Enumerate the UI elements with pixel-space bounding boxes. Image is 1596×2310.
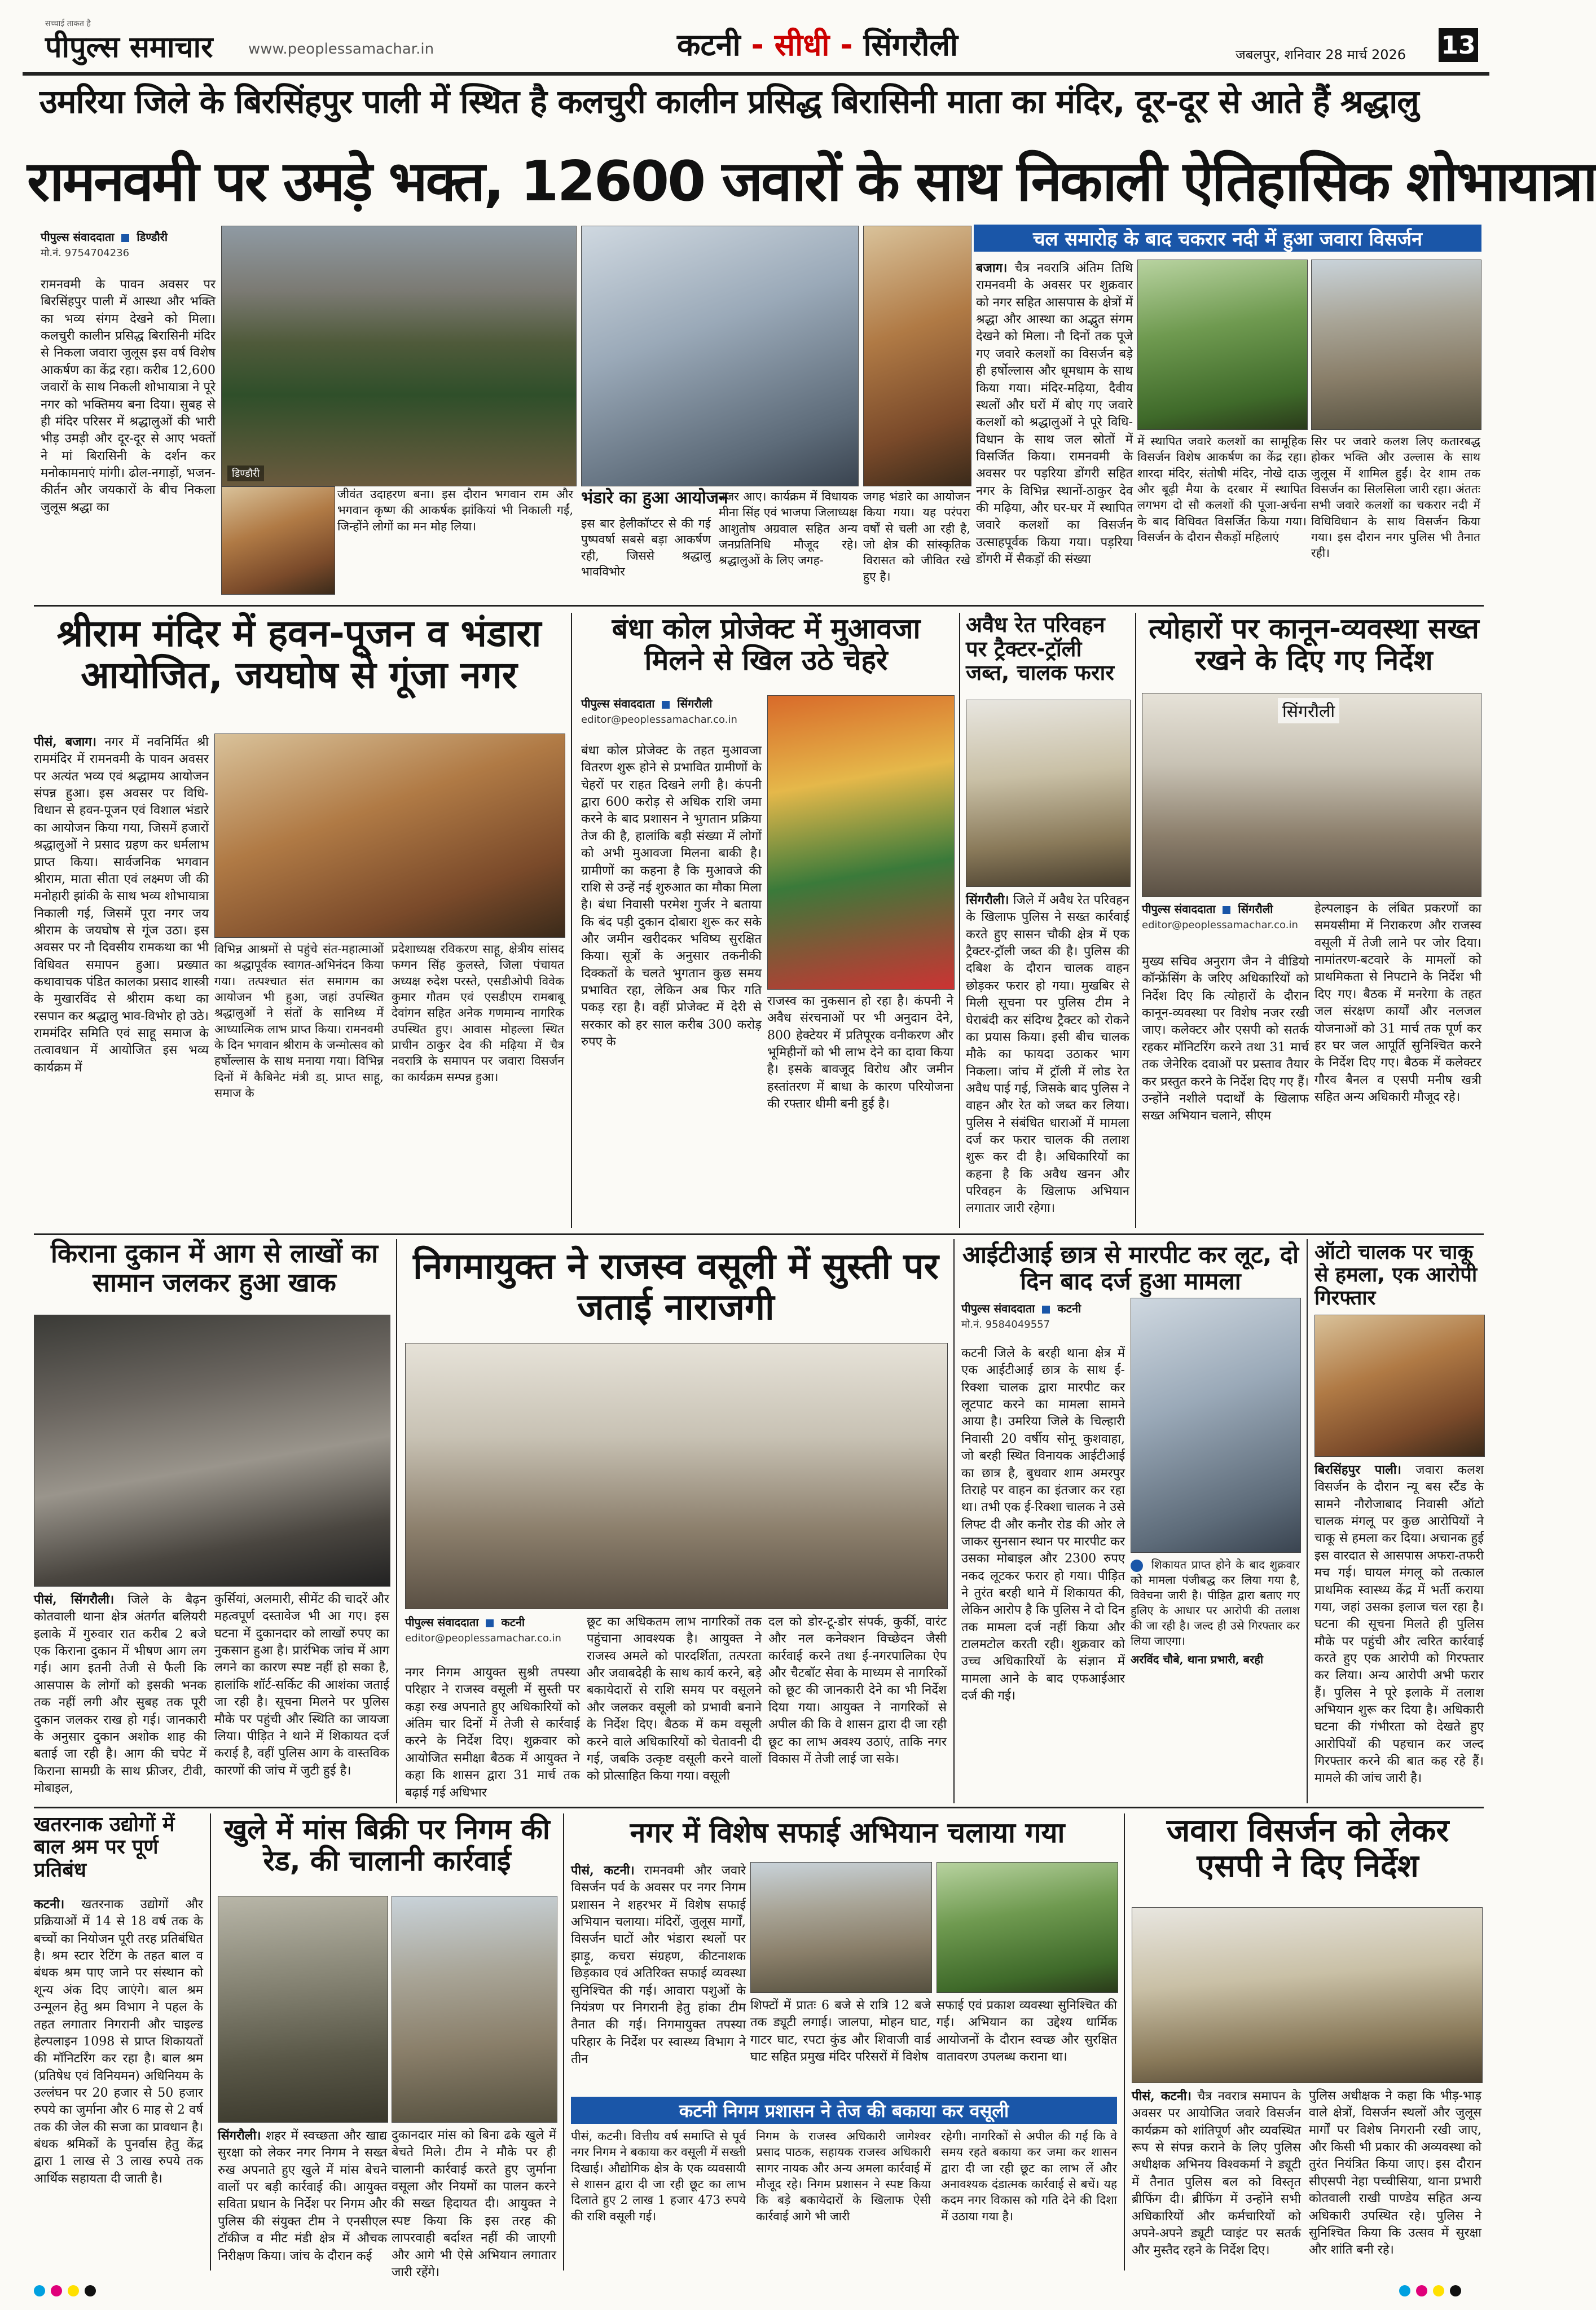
col-rule-5: [953, 1239, 955, 1803]
meat-body: [218, 2127, 387, 2268]
iti-headline: आईटीआई छात्र से मारपीट कर लूट, दो दिन बाद दर्ज हुआ मामला: [962, 1241, 1299, 1295]
rule-row-2: [34, 1233, 1484, 1235]
col-rule-6: [1307, 1239, 1308, 1803]
safai-text: रामनवमी और जवारे विसर्जन पर्व के अवसर पर नगर निगम प्रशासन ने शहरभर में विशेष सफाई अभियान चलाया। मंदिरों, जुलूस मार्गों, विसर्जन घाटों और भंडारा स्थलों पर झाड़ू, कचरा संग्रहण, कीटनाशक छिड़काव एवं अतिरिक्त सफाई व्यवस्था सुनिश्चित की गई। आवारा पशुओं के नियंत्रण पर निगरानी हेतु हांका टीम तैनात की गई। निगमायुक्त तपस्या परिहार के निर्देश पर स्वास्थ्य विभाग ने तीन: [571, 1864, 746, 2066]
lead-photo-tableau: [581, 226, 859, 486]
tyohar-photo-meeting: [1142, 693, 1481, 897]
kirana-photo-fire: [34, 1315, 390, 1587]
safai-place: पीसं, कटनी।: [571, 1863, 635, 1878]
sp-place: पीसं, कटनी।: [1132, 2089, 1191, 2103]
iti-photo-victim: [1131, 1298, 1301, 1553]
safai-body-2: शिफ्टों में प्रातः 6 बजे से रात्रि 12 बजे तक ड्यूटी लगाई। जालपा, मोहन घाट, गाटर घाट, रपटा कुंड और शिवाजी वार्ड घाट सहित प्रमुख मंदिर परिसरों में विशेष: [750, 1999, 931, 2065]
lead-photo-procession: [221, 486, 335, 595]
bhandara-subhead: भंडारे का हुआ आयोजन: [581, 488, 728, 508]
jawara-caption-a: में स्थापित जवारे कलशों का सामूहिक विसर्जन विशेष आकर्षण का केंद्र रहा। शारदा मंदिर, संतोषी मंदिर, नोखे दाऊ और बूढ़ी मैया के दरबार में स्थापित लगभग दो सौ कलशों की पूजा-अर्चना के बाद विधिवत विसर्जित किया गया। विसर्जन के दौरान सैकड़ों महिलाएं: [1137, 434, 1307, 544]
byline-email[interactable]: editor@peoplessamachar.co.in: [581, 714, 737, 726]
meat-photo-right: [392, 1896, 557, 2123]
nigam-headline: निगमायुक्त ने राजस्व वसूली में सुस्ती पर जताई नाराजगी: [413, 1246, 939, 1328]
meat-photo-left: [218, 1896, 388, 2123]
lead-headline: रामनवमी पर उमड़े भक्त, 12600 जवारों के साथ निकाली ऐतिहासिक शोभायात्रा: [27, 150, 1596, 214]
tyohar-byline: [1142, 901, 1311, 933]
vasuli-col-1: पीसं, कटनी। वित्तीय वर्ष समाप्ति से पूर्व नगर निगम ने बकाया कर वसूली में सख्ती दिखाई। औद्योगिक क्षेत्र के एक व्यवसायी से शासन द्वारा दी जा रही छूट का लाभ दिलाते हुए 2 लाख 1 हजार 473 रुपये की राशि वसूली गई।: [571, 2129, 746, 2223]
col-rule-7: [210, 1813, 211, 2271]
meat-place: सिंगरौली।: [218, 2128, 261, 2143]
avaidh-headline: अवैध रेत परिवहन पर ट्रैक्टर-ट्रॉली जब्त, चालक फरार: [966, 612, 1114, 686]
kirana-body-2: कुर्सियां, अलमारी, सीमेंट की चादरें और महत्वपूर्ण दस्तावेज भी आ गए। इस घटना में दुकानदार को लाखों रुपए का नुकसान हुआ है। प्रारंभिक जांच में आग लगने का कारण स्पष्ट नहीं हो सका है, हालांकि शॉर्ट-सर्किट की आशंका जताई जा रही है। सूचना मिलने पर पुलिस मौके पर पहुंची और स्थिति का जायजा लिया। पीड़ित ने थाने में शिकायत दर्ज कराई है, वहीं पुलिस आग के वास्तविक कारणों की जांच में जुटी हुई है।: [214, 1592, 389, 1778]
jawara-text: चैत्र नवरात्रि अंतिम तिथि रामनवमी के अवसर पर शुक्रवार को नगर सहित आसपास के क्षेत्रों में श्रद्धा और आस्था का अद्भुत संगम देखने को मिला। नौ दिनों तक पूजे गए जवारे कलशों का विसर्जन बड़े ही हर्षोल्लास और धूमधाम के साथ किया गया। मंदिर-मढ़िया, दैवीय स्थलों और घरों में बोए गए जवारे कलशों को श्रद्धालुओं ने पूरे विधि-विधान के साथ जल स्रोतों में विसर्जित किया। रामनवमी के अवसर पर पड़रिया डोंगरी सहित नगर के विभिन्न स्थानों-ठाकुर देव की मढ़िया, और घर-घर में स्थापित जवारे कलशों का विसर्जन उत्साहपूर्वक किया गया। पड़रिया डोंगरी में सैकड़ों की संख्या: [976, 261, 1133, 567]
section-singrauli: सिंगरौली: [863, 27, 958, 63]
col-rule-8: [563, 1813, 564, 2271]
iti-byline: [961, 1300, 1131, 1332]
byline-place: सिंगरौली: [677, 697, 713, 710]
byline-email[interactable]: editor@peoplessamachar.co.in: [1142, 919, 1298, 931]
nigam-photo-meeting: [405, 1343, 948, 1609]
nigam-body: नगर निगम आयुक्त सुश्री तपस्या परिहार ने राजस्व वसूली में सुस्ती पर कड़ा रुख अपनाते हुए अधिकारियों को अंतिम चार दिनों में तेजी से कार्रवाई करने के निर्देश दिए। शुक्रवार को आयोजित समीक्षा बैठक में आयुक्त ने कहा कि शासन द्वारा 31 मार्च तक बढ़ाई गई अधिभार: [405, 1666, 580, 1800]
lead-photo-devotees: [863, 226, 971, 486]
section-katni: कटनी: [677, 27, 741, 63]
dateline: जबलपुर, शनिवार 28 मार्च 2026: [1236, 47, 1406, 63]
rule-row-1: [34, 605, 1484, 607]
col-rule-1: [571, 613, 572, 1228]
section-sep-1: -: [751, 27, 764, 63]
vasuli-band: कटनी निगम प्रशासन ने तेज की बकाया कर वसूली: [571, 2097, 1117, 2124]
byline-name: पीपुल्स संवाददाता: [405, 1615, 479, 1629]
shriram-text: नगर में नवनिर्मित श्री राममंदिर में रामनवमी के पावन अवसर पर अत्यंत भव्य एवं श्रद्धामय आयोजन संपन्न हुआ। इस अवसर पर विधि-विधान से हवन-पूजन एवं विशाल भंडारे का आयोजन किया गया, जिसमें हजारों श्रद्धालुओं ने प्रसाद ग्रहण कर धर्मलाभ प्राप्त किया। सार्वजनिक भगवान श्रीराम, माता सीता एवं लक्ष्मण जी की मनोहारी झांकी के साथ भव्य शोभायात्रा निकाली गई, जिसमें पूरा नगर जय श्रीराम के जयघोष से गूंज उठा। इस अवसर पर नौ दिवसीय रामकथा का भी विधिवत समापन हुआ। प्रख्यात कथावाचक पंडित कालका प्रसाद शास्त्री के मुखारविंद से श्रीराम कथा का रसपान कर श्रद्धालु भाव-विभोर हो उठे। राममंदिर समिति एवं साहू समाज के तत्वावधान में आयोजित इस भव्य कार्यक्रम में: [34, 735, 209, 1075]
nigam-byline: [405, 1614, 586, 1646]
avaidh-place: सिंगरौली।: [966, 893, 1009, 907]
jawara-photo-women: [1137, 260, 1308, 430]
logo-tagline: सच्चाई ताकत है: [45, 19, 91, 28]
kirana-headline: किराना दुकान में आग से लाखों का सामान जलकर हुआ खाक: [50, 1238, 379, 1298]
bandha-body-2: राजस्व का नुकसान हो रहा है। कंपनी ने अवैध संरचनाओं पर भी अनुदान देने, 800 हेक्टेयर में प्रतिपूरक वनीकरण और भूमिहीनों को भी लाभ देने का दावा किया है। इसके बावजूद विरोध और जमीन हस्तांतरण में बाधा के कारण परियोजना की रफ्तार धीमी बनी हुई है।: [767, 994, 953, 1112]
sp-body-2: पुलिस अधीक्षक ने कहा कि भीड़-भाड़ वाले क्षेत्रों, विसर्जन स्थलों और जुलूस मार्गों पर विशेष निगरानी रखी जाए, और किसी भी प्रकार की अव्यवस्था को तुरंत नियंत्रित किया जाए। इस दौरान सीएसपी नेहा पच्चीसिया, थाना प्रभारी कोतवाली राखी पाण्डेय सहित अन्य अधिकारी उपस्थित रहे। पुलिस ने सुनिश्चित किया कि उत्सव में सुरक्षा और शांति बनी रहे।: [1309, 2089, 1481, 2258]
masthead-rule: [23, 72, 1489, 76]
color-registration-right: [1399, 2285, 1489, 2296]
tyohar-headline: त्योहारों पर कानून-व्यवस्था सख्त रखने के दिए गए निर्देश: [1149, 612, 1479, 677]
byline-name: पीपुल्स संवाददाता: [1142, 902, 1216, 916]
byline-mobile: मो.नं. 9754704236: [41, 247, 130, 259]
auto-photo-injured: [1314, 1315, 1485, 1457]
safai-body-3: सफाई एवं प्रकाश व्यवस्था सुनिश्चित की गई। अभियान का उद्देश्य धार्मिक आयोजनों के दौरान स्वच्छ और सुरक्षित वातावरण उपलब्ध कराना था।: [937, 1999, 1117, 2065]
dot-icon: [1223, 906, 1230, 914]
shriram-photo-bhandara: [214, 734, 565, 938]
vasuli-col-3: रहेगी। नागरिकों से अपील की गई कि वे समय रहते बकाया कर जमा कर शासन द्वारा दी जा रही छूट का लाभ लें और अनावश्यक दंडात्मक कार्रवाई से बचें। यह कदम नगर विकास को गति देने की दिशा में उठाया गया है।: [941, 2129, 1117, 2223]
nigam-body-3: दल को डोर-टू-डोर संपर्क, कुर्की, वारंट और नल कनेक्शन विच्छेदन जैसी कार्रवाई करने तथा ई-नगरपालिका ऐप और चैटबॉट सेवा के माध्यम से नागरिकों को छूट की जानकारी देने का भी निर्देश दिया गया। आयुक्त ने नागरिकों से अपील की कि वे शासन द्वारा दी जा रही छूट का लाभ अवश्य उठाएं, ताकि नगर विकास में तेजी लाई जा सके।: [768, 1615, 947, 1766]
shriram-caption-b: प्रदेशाध्यक्ष रविकरण साहू, क्षेत्रीय सांसद फग्गन सिंह कुलस्ते, जिला पंचायत अध्यक्ष रुदेश परस्ते, एसडीओपी विवेक कुमार गौतम एवं एसडीएम रामबाबू देवांगन सहित अनेक गणमान्य नागरिक उपस्थित हुए। आवास मोहल्ला स्थित प्राचीन ठाकुर देव की मढ़िया में चैत्र नवरात्रि के समापन पर जवारा विसर्जन का कार्यक्रम सम्पन्न हुआ।: [392, 942, 564, 1084]
bandha-body: बंधा कोल प्रोजेक्ट के तहत मुआवजा वितरण शुरू होने से प्रभावित ग्रामीणों के चेहरों पर राहत दिखने लगी है। कंपनी द्वारा 600 करोड़ से अधिक राशि जमा करने के बाद प्रशासन ने भुगतान प्रक्रिया तेज की है, हालांकि बड़ी संख्या में लोगों को अभी मुआवजा मिलना बाकी है। ग्रामीणों का कहना है कि मुआवजे की राशि से उन्हें नई शुरुआत का मौका मिला है। बंधा निवासी परमेश गुर्जर ने बताया कि बंद पड़ी दुकान दोबारा शुरू कर सके और जमीन खरीदकर भविष्य सुरक्षित किया। सूत्रों के अनुसार तकनीकी दिक्कतों के चलते भुगतान कुछ समय प्रभावित रहा, लेकिन अब फिर गति पकड़ रहा है। वहीं प्रोजेक्ट में देरी से सरकार को हर साल करीब 300 करोड़ रुपए के: [581, 744, 762, 1049]
search-photo-icon: [1131, 1560, 1143, 1572]
color-registration-left: [34, 2285, 147, 2296]
safai-headline: नगर में विशेष सफाई अभियान चलाया गया: [630, 1816, 1065, 1849]
kirana-text: जिले के बैढ़न कोतवाली थाना क्षेत्र अंतर्गत बलियरी इलाके में गुरुवार रात करीब 2 बजे एक किराना दुकान में भीषण आग लग गई। आग इतनी तेजी से फैली कि आसपास के लोगों को इसकी भनक तक नहीं लगी और सुबह तक पूरी दुकान जलकर राख हो गई। जानकारी के अनुसार दुकान अशोक शाह की बताई जा रही है। आग की चपेट में किराना सामग्री के साथ फ्रीजर, टीवी, मोबाइल,: [34, 1593, 206, 1795]
sp-body: [1132, 2088, 1301, 2268]
safai-photo-1: [750, 1862, 932, 1993]
iti-body: कटनी जिले के बरही थाना क्षेत्र में एक आईटीआई छात्र के साथ ई-रिक्शा चालक द्वारा मारपीट कर लूटपाट करने का मामला सामने आया है। उमरिया जिले के चिल्हारी निवासी 20 वर्षीय सोनू कुशवाहा, जो बरही स्थित विनायक आईटीआई का छात्र है, बुधवार शाम अमरपुर तिराहे पर वाहन का इंतजार कर रहा था। तभी एक ई-रिक्शा चालक ने उसे लिफ्ट दी और कनौर रोड की ओर ले जाकर सुनसान स्थान पर मारपीट कर उसका मोबाइल और 2300 रुपए नकद लूटकर फरार हो गया। पीड़ित ने तुरंत बरही थाने में शिकायत की, लेकिन आरोप है कि पुलिस ने दो दिन तक मामला दर्ज नहीं किया और टालमटोल करती रही। शुक्रवार को उच्च अधिकारियों के संज्ञान में मामला आने के बाद एफआईआर दर्ज की गई।: [961, 1346, 1125, 1703]
jawara-place: बजाग।: [976, 261, 1008, 275]
meat-body-2: दुकानदार मांस को बिना ढके खुले में बेचते मिले। टीम ने मौके पर ही चालानी कार्रवाई करते हुए जुर्माना वसूला और नियमों का पालन करने की सख्त हिदायत दी। आयुक्त ने स्पष्ट किया कि इस तरह की लापरवाही बर्दाश्त नहीं की जाएगी और आगे भी ऐसे अभियान लगातार जारी रहेंगे।: [392, 2128, 556, 2280]
auto-place: बिरसिंहपुर पाली।: [1314, 1463, 1401, 1477]
byline-place: कटनी: [501, 1615, 525, 1629]
masthead: [23, 17, 1489, 68]
avaidh-body: [966, 891, 1129, 1226]
site-url[interactable]: www.peoplessamachar.in: [248, 41, 434, 58]
logo: पीपुल्स समाचार: [45, 30, 213, 64]
jawara-caption-b: सिर पर जवारे कलश लिए कतारबद्ध होकर भक्ति और उल्लास के साथ जुलूस में शामिल हुईं। देर शाम तक विसर्जन का सिलसिला जारी रहा। अंततः सभी जवारे कलशों का चकरार नदी में विधिविधान के साथ विसर्जन किया गया। इस दौरान नगर पुलिस भी तैनात रही।: [1311, 434, 1480, 560]
bal-place: कटनी।: [34, 1897, 65, 1912]
jawara-band: चल समारोह के बाद चकरार नदी में हुआ जवारा विसर्जन: [974, 225, 1481, 252]
safai-body: [571, 1862, 746, 2093]
shriram-body: [34, 734, 209, 1224]
lead-byline: [41, 229, 216, 261]
kicker-headline: उमरिया जिले के बिरसिंहपुर पाली में स्थित है कलचुरी कालीन प्रसिद्ध बिरासिनी माता का मंदिर, दूर-दूर से आते हैं श्रद्धालु: [39, 82, 1419, 121]
col-rule-9: [1124, 1813, 1125, 2271]
tyohar-body: मुख्य सचिव अनुराग जैन ने वीडियो कॉन्फ्रेंसिंग के जरिए अधिकारियों को निर्देश दिए कि त्योहारों के दौरान कानून-व्यवस्था पर विशेष नजर रखी जाए। कलेक्टर और एसपी को सतर्क रहकर मॉनिटरिंग करने तथा 31 मार्च तक जेनेरिक दवाओं पर प्रस्ताव तैयार कर प्रस्तुत करने के निर्देश दिए गए हैं। उन्होंने नशीले पदार्थों के खिलाफ सख्त अभियान चलाने, सीएम: [1142, 955, 1309, 1123]
nigam-body-2: छूट का अधिकतम लाभ नागरिकों तक पहुंचाना आवश्यक है। आयुक्त ने राजस्व अमले को पारदर्शिता, तत्परता और जवाबदेही के साथ कार्य करने, बड़े बकायेदारों से राशि समय पर वसूलने और जलकर वसूली को प्रभावी बनाने के निर्देश दिए। बैठक में कम वसूली करने वाले अधिकारियों को चेतावनी दी गई, जबकि उत्कृष्ट वसूली करने वालों को प्रोत्साहित किया गया। वसूली: [587, 1615, 762, 1784]
section-sidhi: सीधी: [774, 27, 830, 63]
shriram-caption-a: विभिन्न आश्रमों से पहुंचे संत-महात्माओं का श्रद्धापूर्वक स्वागत-अभिनंदन किया गया। तत्पश्चात संत समागम का आयोजन भी हुआ, जहां उपस्थित श्रद्धालुओं ने संतों के सानिध्य में आध्यात्मिक लाभ प्राप्त किया। रामनवमी के दिन भगवान श्रीराम के जन्मोत्सव को हर्षोल्लास के साथ मनाया गया। विभिन्न दिनों में कैबिनेट मंत्री डा्. प्राप्त साहू, समाज के: [214, 942, 384, 1100]
section-sep-2: -: [840, 27, 853, 63]
auto-body: [1314, 1461, 1484, 1800]
jawara-photo-procession: [1311, 260, 1481, 430]
byline-name: पीपुल्स संवाददाता: [961, 1302, 1035, 1315]
lead-photo-crowd: [221, 226, 577, 486]
tyohar-body-2: हेल्पलाइन के लंबित प्रकरणों का समयसीमा में निराकरण और राजस्व वसूली में तेजी लाने पर जोर दिया। नामांतरण-बटवारे के मामलों को प्राथमिकता से निपटाने के निर्देश भी दिए गए। बैठक में मनरेगा के तहत जल संरक्षण कार्यों और नलजल योजनाओं को 31 मार्च तक पूर्ण कर हर घर जल आपूर्ति सुनिश्चित करने के निर्देश दिए गए। बैठक में कलेक्टर गौरव बैनल व एसपी मनीष खत्री सहित अन्य अधिकारी मौजूद रहे।: [1314, 902, 1481, 1104]
rule-row-3: [34, 1807, 1484, 1808]
lead-body: रामनवमी के पावन अवसर पर बिरसिंहपुर पाली में आस्था और भक्ति का भव्य संगम देखने को मिला। कलचुरी कालीन प्रसिद्ध बिरासिनी मंदिर से निकला जवारा जुलूस इस वर्ष विशेष आकर्षण का केंद्र रहा। करीब 12,600 जवारों के साथ निकली शोभायात्रा ने पूरे नगर को भक्तिमय बना दिया। सुबह से ही मंदिर परिसर में श्रद्धालुओं की भारी भीड़ उमड़ी और दूर-दूर से आए भक्तों ने मां बिरासिनी के दर्शन कर मनोकामनाएं मांगी। ढोल-नगाड़ों, भजन-कीर्तन और जयकारों के बीच निकला जुलूस श्रद्धा का: [41, 278, 216, 515]
safai-photo-2: [937, 1862, 1118, 1993]
sp-headline: जवारा विसर्जन को लेकर एसपी ने दिए निर्देश: [1166, 1812, 1449, 1885]
screen-label: सिंगरौली: [1278, 698, 1339, 723]
lead-caption-3: नजर आए। कार्यक्रम में विधायक मीना सिंह एवं भाजपा जिलाध्यक्ष आशुतोष अग्रवाल सहित अन्य जनप्रतिनिधि मौजूद रहे। श्रद्धालुओं के लिए जगह-: [719, 490, 858, 568]
iti-photo-caption: [1131, 1557, 1300, 1800]
shriram-place: पीसं, बजाग।: [34, 735, 97, 749]
avaidh-photo-police: [966, 700, 1131, 887]
byline-email[interactable]: editor@peoplessamachar.co.in: [405, 1632, 561, 1644]
kirana-place: पीसं, सिंगरौली।: [34, 1592, 115, 1607]
lead-caption-4: जगह भंडारे का आयोजन किया गया। यह परंपरा वर्षों से चली आ रही है, जो क्षेत्र की सांस्कृतिक विरासत को जीवित रखे हुए है।: [863, 490, 970, 583]
byline-place: कटनी: [1057, 1302, 1081, 1315]
section-title: [677, 23, 958, 64]
meat-text: शहर में स्वच्छता और खाद्य सुरक्षा को लेकर नगर निगम ने सख्त रुख अपनाते हुए खुले में मांस बेचने वालों पर बड़ी कार्रवाई की। आयुक्त सविता प्रधान के निर्देश पर निगम और पुलिस की संयुक्त टीम ने एनसीएल टॉकीज व मीट मंडी क्षेत्र में औचक निरीक्षण किया। जांच के दौरान कई: [218, 2129, 388, 2263]
col-rule-3: [1135, 613, 1136, 1228]
bal-text: खतरनाक उद्योगों और प्रक्रियाओं में 14 से 18 वर्ष तक के बच्चों का नियोजन पूरी तरह प्रतिबंधित है। श्रम स्टार रेटिंग के तहत बाल व बंधक श्रम पाए जाने पर संस्थान को शून्य अंक दिए जाएंगे। बाल श्रम उन्मूलन हेतु श्रम विभाग ने पहल के तहत लगातार निगरानी और चाइल्ड हेल्पलाइन 1098 से प्राप्त शिकायतों की मॉनिटरिंग कर रहा है। बाल श्रम (प्रतिषेध एवं विनियमन) अधिनियम के उल्लंघन पर 20 हजार से 50 हजार रुपये का जुर्माना और 6 माह से 2 वर्ष तक की जेल की सजा का प्रावधान है। बंधक श्रमिकों के पुनर्वास हेतु केंद्र द्वारा 1 लाख से 3 लाख रुपये तक आर्थिक सहायता दी जाती है।: [34, 1898, 203, 2186]
byline-place: सिंगरौली: [1238, 902, 1273, 916]
dot-icon: [121, 234, 129, 242]
col-rule-2: [959, 613, 960, 1228]
shriram-headline: श्रीराम मंदिर में हवन-पूजन व भंडारा आयोजित, जयघोष से गूंजा नगर: [56, 612, 542, 697]
page-number: 13: [1439, 28, 1478, 62]
jawara-body: [976, 260, 1133, 598]
byline-name: पीपुल्स संवाददाता: [581, 697, 655, 710]
dot-icon: [1042, 1306, 1050, 1314]
vasuli-col-2: निगम के राजस्व अधिकारी जागेश्वर प्रसाद पाठक, सहायक राजस्व अधिकारी सागर नायक और अन्य अमला कार्रवाई में मौजूद रहे। निगम प्रशासन ने स्पष्ट किया कि बड़े बकायेदारों के खिलाफ ऐसी कार्रवाई आगे भी जारी: [756, 2129, 931, 2223]
dot-icon: [486, 1619, 494, 1627]
dot-icon: [662, 701, 670, 709]
quote-signature: अरविंद चौबे, थाना प्रभारी, बरही: [1131, 1653, 1264, 1666]
bandha-photo-shop: [767, 695, 955, 990]
bandha-headline: बंधा कोल प्रोजेक्ट में मुआवजा मिलने से खिल उठे चेहरे: [612, 612, 921, 677]
col-rule-4: [396, 1239, 397, 1803]
auto-text: जवारा कलश विसर्जन के दौरान न्यू बस स्टैंड के सामने नौरोजाबाद निवासी ऑटो चालक मंगलू पर कुछ आरोपियों ने चाकू से हमला कर दिया। अचानक हुई इस वारदात से आसपास अफरा-तफरी मच गई। घायल मंगलू को तत्काल प्राथमिक स्वास्थ्य केंद्र में भर्ती कराया गया, जहां उसका इलाज चल रहा है। घटना की सूचना मिलते ही पुलिस मौके पर पहुंची और त्वरित कार्रवाई करते हुए एक आरोपी को गिरफ्तार कर लिया। अन्य आरोपी अभी फरार हैं। पुलिस ने पूरे इलाके में तलाश अभियान शुरू कर दिया है। अधिकारी घटना की गंभीरता को देखते हुए आरोपियों की पहचान कर जल्द गिरफ्तार करने की बात कह रहे हैं। मामले की जांच जारी है।: [1314, 1463, 1484, 1786]
lead-caption-2: इस बार हेलीकॉप्टर से की गई पुष्पवर्षा सबसे बड़ा आकर्षण रही, जिससे श्रद्धालु भावविभोर: [581, 517, 711, 579]
quote-text: शिकायत प्राप्त होने के बाद शुक्रवार को मामला पंजीबद्ध कर लिया गया है, विवेचना जारी है। पीड़ित द्वारा बताए गए हुलिए के आधार पर आरोपी की तलाश की जा रही है। जल्द ही उसे गिरफ्तार कर लिया जाएगा।: [1131, 1558, 1300, 1648]
kirana-body: [34, 1591, 206, 1800]
sp-photo-briefing: [1132, 1907, 1483, 2083]
byline-name: पीपुल्स संवाददाता: [41, 230, 115, 244]
sp-text: चैत्र नवरात्र समापन के अवसर पर आयोजित जवारे विसर्जन कार्यक्रम को शांतिपूर्ण और व्यवस्थित रूप से संपन्न कराने के लिए पुलिस अधीक्षक अभिनय विश्वकर्मा ने ड्यूटी में तैनात पुलिस बल को विस्तृत ब्रीफिंग दी। ब्रीफिंग में उन्होंने सभी अधिकारियों और कर्मचारियों को अपने-अपने ड्यूटी प्वाइंट पर सतर्क और मुस्तैद रहने के निर्देश दिए।: [1132, 2089, 1301, 2258]
auto-headline: ऑटो चालक पर चाकू से हमला, एक आरोपी गिरफ्तार: [1314, 1241, 1478, 1310]
bal-headline: खतरनाक उद्योगों में बाल श्रम पर पूर्ण प्रतिबंध: [34, 1813, 175, 1882]
photo-tag: डिण्डौरी: [227, 465, 264, 481]
byline-mobile: मो.नं. 9584049557: [961, 1319, 1050, 1330]
lead-caption-1: जीवंत उदाहरण बना। इस दौरान भगवान राम और भगवान कृष्ण की आकर्षक झांकियां भी निकाली गईं, जिन्होंने लोगों का मन मोह लिया।: [337, 488, 573, 533]
byline-place: डिण्डौरी: [137, 230, 168, 244]
avaidh-text: जिले में अवैध रेत परिवहन के खिलाफ पुलिस ने सख्त कार्रवाई करते हुए सासन चौकी क्षेत्र में एक ट्रैक्टर-ट्रॉली जब्त की है। पुलिस की दबिश के दौरान चालक वाहन छोड़कर फरार हो गया। मुखबिर से मिली सूचना पर पुलिस टीम ने घेराबंदी कर संदिग्ध ट्रैक्टर को रोकने का प्रयास किया। इसी बीच चालक मौके का फायदा उठाकर भाग निकला। जांच में ट्रॉली में लोड रेत अवैध पाई गई, जिसके बाद पुलिस ने वाहन और रेत को जब्त कर लिया। पुलिस ने संबंधित धाराओं में मामला दर्ज कर फरार चालक की तलाश शुरू कर दी है। अधिकारियों का कहना है कि अवैध खनन और परिवहन के खिलाफ अभियान लगातार जारी रहेगा।: [966, 893, 1129, 1216]
meat-headline: खुले में मांस बिक्री पर निगम की रेड, की चालानी कार्रवाई: [224, 1813, 550, 1877]
bal-body: [34, 1896, 203, 2268]
